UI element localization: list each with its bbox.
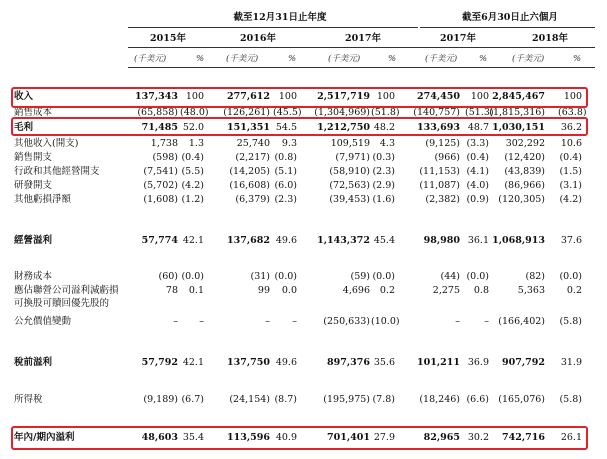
percent-cell: (1.2)	[181, 194, 204, 205]
highlight-gross-profit	[11, 117, 588, 136]
percent-cell: 40.9	[275, 432, 297, 443]
unit-amount-2018-h1: (千美元)	[512, 54, 545, 64]
amount-cell: 25,740	[236, 138, 270, 149]
amount-cell: (9,189)	[143, 394, 178, 405]
amount-cell	[114, 297, 178, 311]
unit-amount-2015: (千美元)	[134, 54, 167, 64]
percent-cell: (2.3)	[372, 166, 395, 177]
amount-cell: (86,966)	[504, 180, 545, 191]
percent-cell: (6.0)	[274, 180, 297, 191]
percent-cell: (51.3)	[465, 107, 494, 118]
percent-cell: (4.1)	[466, 166, 489, 177]
percent-cell: (1.6)	[372, 194, 395, 205]
percent-cell: 30.2	[467, 432, 489, 443]
percent-cell: 42.1	[182, 357, 204, 368]
amount-cell: 5,363	[517, 285, 545, 296]
amount-cell: (58,910)	[329, 166, 370, 177]
percent-cell: (0.0)	[466, 271, 489, 282]
table-row	[0, 151, 607, 165]
amount-cell: (18,246)	[419, 394, 460, 405]
percent-cell: (1.5)	[559, 166, 582, 177]
header-group-fiscal-year: 截至12月31日止年度	[233, 12, 327, 23]
amount-cell: (16,608)	[229, 180, 270, 191]
percent-cell: (0.3)	[372, 152, 395, 163]
header-group-fiscal-year-rule	[128, 27, 418, 28]
amount-cell: 48,603	[141, 432, 178, 443]
percent-cell: (6.7)	[181, 394, 204, 405]
percent-cell: –	[199, 316, 204, 327]
row-label: 稅前溢利	[14, 357, 53, 368]
amount-cell: –	[173, 316, 178, 327]
percent-cell: (7.8)	[372, 394, 395, 405]
percent-cell: 49.6	[275, 235, 297, 246]
amount-cell: (31)	[250, 271, 270, 282]
percent-cell: 48.7	[467, 122, 489, 133]
header-year-2015: 2015年	[150, 33, 186, 44]
amount-cell: (166,402)	[498, 316, 545, 327]
unit-rule	[128, 67, 595, 68]
amount-cell: (195,975)	[323, 394, 370, 405]
amount-cell: 113,596	[227, 432, 270, 443]
unit-amount-2016: (千美元)	[226, 54, 259, 64]
amount-cell	[198, 297, 270, 311]
percent-cell: (2.9)	[372, 180, 395, 191]
percent-cell: (3.1)	[559, 180, 582, 191]
percent-cell: (4.2)	[181, 180, 204, 191]
percent-cell: 27.9	[373, 432, 395, 443]
amount-cell: 742,716	[502, 432, 545, 443]
amount-cell: (165,076)	[498, 394, 545, 405]
percent-cell: (5.8)	[559, 316, 582, 327]
amount-cell: (39,453)	[329, 194, 370, 205]
percent-cell: (0.4)	[559, 152, 582, 163]
amount-cell: 78	[165, 285, 178, 296]
header-year-2018-h1: 2018年	[532, 33, 568, 44]
header-year-2017-fy: 2017年	[345, 33, 381, 44]
row-label: 其他收入(開支)	[14, 138, 79, 149]
percent-cell: (0.4)	[181, 152, 204, 163]
row-label: 經營溢利	[14, 235, 53, 246]
amount-cell: (120,305)	[498, 194, 545, 205]
percent-cell: 36.1	[467, 235, 489, 246]
amount-cell	[390, 297, 460, 311]
percent-cell	[558, 297, 582, 311]
row-label: 銷售成本	[14, 107, 53, 118]
amount-cell: (44)	[440, 271, 460, 282]
percent-cell: 1.3	[188, 138, 204, 149]
table-row	[0, 165, 607, 179]
header-year-2016: 2016年	[240, 33, 276, 44]
row-label: 所得稅	[14, 394, 43, 405]
row-label: 可換股可贖回優先股的	[14, 298, 110, 309]
percent-cell: (45.5)	[273, 107, 302, 118]
percent-cell: (5.8)	[559, 394, 582, 405]
amount-cell	[471, 297, 545, 311]
amount-cell: (72,563)	[329, 180, 370, 191]
percent-cell: 0.0	[281, 285, 297, 296]
amount-cell: (2,382)	[425, 194, 460, 205]
amount-cell: (126,261)	[223, 107, 270, 118]
percent-cell: 100	[185, 91, 204, 102]
amount-cell: (24,154)	[229, 394, 270, 405]
amount-cell: 2,275	[432, 285, 460, 296]
table-row	[0, 284, 607, 298]
amount-cell: (82)	[525, 271, 545, 282]
percent-cell: (4.2)	[559, 194, 582, 205]
percent-cell: (51.8)	[371, 107, 400, 118]
unit-pct-2017-h1: %	[479, 54, 488, 64]
amount-cell: 99	[257, 285, 270, 296]
table-row	[0, 297, 607, 311]
percent-cell: 10.6	[560, 138, 582, 149]
percent-cell: 4.3	[379, 138, 395, 149]
amount-cell: 151,351	[227, 122, 270, 133]
percent-cell: 54.5	[275, 122, 297, 133]
amount-cell: 71,485	[141, 122, 178, 133]
percent-cell: 48.2	[373, 122, 395, 133]
row-label: 應佔聯營公司溢利減虧損	[14, 285, 119, 296]
amount-cell: (966)	[434, 152, 460, 163]
amount-cell: 1,143,372	[317, 235, 370, 246]
percent-cell: 0.2	[566, 285, 582, 296]
percent-cell: 0.2	[379, 285, 395, 296]
percent-cell: 35.4	[182, 432, 204, 443]
amount-cell: (60)	[158, 271, 178, 282]
amount-cell: (11,087)	[419, 180, 460, 191]
amount-cell: 137,750	[227, 357, 270, 368]
percent-cell: –	[292, 316, 297, 327]
amount-cell: 1,068,913	[492, 235, 545, 246]
amount-cell: 133,693	[417, 122, 460, 133]
amount-cell: –	[265, 316, 270, 327]
percent-cell: (48.0)	[180, 107, 209, 118]
amount-cell: (1,304,969)	[314, 107, 370, 118]
amount-cell: 98,980	[423, 235, 460, 246]
amount-cell: 101,211	[417, 357, 460, 368]
amount-cell: (1,815,316)	[489, 107, 545, 118]
amount-cell: 1,212,750	[317, 122, 370, 133]
percent-cell: (0.0)	[372, 271, 395, 282]
amount-cell: 57,792	[141, 357, 178, 368]
amount-cell: (65,858)	[137, 107, 178, 118]
amount-cell: (9,125)	[425, 138, 460, 149]
amount-cell: (6,379)	[235, 194, 270, 205]
percent-cell: (0.0)	[559, 271, 582, 282]
amount-cell: 274,450	[417, 91, 460, 102]
table-row	[0, 234, 607, 248]
amount-cell: (140,757)	[413, 107, 460, 118]
percent-cell: (8.7)	[274, 394, 297, 405]
unit-amount-2017-fy: (千美元)	[328, 54, 361, 64]
percent-cell: 0.1	[188, 285, 204, 296]
percent-cell: (0.0)	[274, 271, 297, 282]
row-label: 財務成本	[14, 271, 53, 282]
amount-cell	[286, 297, 370, 311]
percent-cell: 100	[470, 91, 489, 102]
amount-cell: 1,030,151	[492, 122, 545, 133]
amount-cell: (2,217)	[235, 152, 270, 163]
amount-cell: 302,292	[505, 138, 545, 149]
amount-cell: 57,774	[141, 235, 178, 246]
percent-cell: 49.6	[275, 357, 297, 368]
percent-cell: 36.9	[467, 357, 489, 368]
amount-cell: 2,845,467	[492, 91, 545, 102]
row-label: 毛利	[14, 122, 34, 133]
table-row	[0, 193, 607, 207]
percent-cell: 9.3	[281, 138, 297, 149]
percent-cell: 52.0	[182, 122, 204, 133]
amount-cell: 2,517,719	[317, 91, 370, 102]
table-row	[0, 315, 607, 329]
row-label: 研發開支	[14, 180, 53, 191]
amount-cell: 277,612	[227, 91, 270, 102]
percent-cell: 42.1	[182, 235, 204, 246]
amount-cell: 907,792	[502, 357, 545, 368]
row-label: 收入	[14, 91, 34, 102]
amount-cell: (598)	[152, 152, 178, 163]
unit-pct-2016: %	[288, 54, 297, 64]
percent-cell: 36.2	[560, 122, 582, 133]
percent-cell: 100	[563, 91, 582, 102]
header-year-rule	[128, 47, 595, 48]
amount-cell: 82,965	[423, 432, 460, 443]
percent-cell: (3.3)	[466, 138, 489, 149]
row-label: 銷售開支	[14, 152, 53, 163]
amount-cell: (7,971)	[335, 152, 370, 163]
amount-cell: (7,541)	[143, 166, 178, 177]
amount-cell: (1,608)	[143, 194, 178, 205]
amount-cell: (5,702)	[143, 180, 178, 191]
percent-cell: (5.1)	[274, 166, 297, 177]
amount-cell: (11,153)	[419, 166, 460, 177]
unit-pct-2015: %	[196, 54, 205, 64]
highlight-net-profit	[11, 426, 588, 450]
table-row	[0, 356, 607, 370]
percent-cell: (6.6)	[466, 394, 489, 405]
percent-cell: 100	[376, 91, 395, 102]
percent-cell: (63.8)	[558, 107, 587, 118]
amount-cell: (59)	[350, 271, 370, 282]
percent-cell: 0.8	[473, 285, 489, 296]
percent-cell: (0.9)	[466, 194, 489, 205]
amount-cell: 137,682	[227, 235, 270, 246]
highlight-revenue	[11, 87, 588, 108]
amount-cell: 4,696	[342, 285, 370, 296]
percent-cell: (0.0)	[181, 271, 204, 282]
percent-cell: (0.4)	[466, 152, 489, 163]
amount-cell: 109,519	[330, 138, 370, 149]
percent-cell: (0.8)	[274, 152, 297, 163]
percent-cell: 37.6	[560, 235, 582, 246]
percent-cell: 26.1	[560, 432, 582, 443]
amount-cell: 137,343	[135, 91, 178, 102]
amount-cell: (43,839)	[504, 166, 545, 177]
percent-cell: (4.0)	[466, 180, 489, 191]
amount-cell: (14,205)	[229, 166, 270, 177]
row-label: 其他虧損淨額	[14, 194, 72, 205]
row-label: 年內/期內溢利	[14, 432, 75, 443]
percent-cell: (10.0)	[371, 316, 400, 327]
amount-cell: 701,401	[327, 432, 370, 443]
percent-cell: 100	[278, 91, 297, 102]
header-group-half-year-rule	[420, 27, 595, 28]
table-row	[0, 393, 607, 407]
percent-cell: –	[484, 316, 489, 327]
amount-cell: (12,420)	[504, 152, 545, 163]
percent-cell: 31.9	[560, 357, 582, 368]
percent-cell: (2.3)	[274, 194, 297, 205]
unit-pct-2017-fy: %	[388, 54, 397, 64]
amount-cell: (250,633)	[323, 316, 370, 327]
header-year-2017-h1: 2017年	[440, 33, 476, 44]
header-group-half-year: 截至6月30日止六個月	[462, 12, 558, 23]
row-label: 行政和其他經營開支	[14, 166, 100, 177]
percent-cell: 45.4	[373, 235, 395, 246]
row-label: 公允價值變動	[14, 316, 72, 327]
amount-cell: –	[455, 316, 460, 327]
unit-pct-2018-h1: %	[573, 54, 582, 64]
table-row	[0, 179, 607, 193]
table-row	[0, 270, 607, 284]
table-row	[0, 137, 607, 151]
amount-cell: 897,376	[327, 357, 370, 368]
percent-cell: 35.6	[373, 357, 395, 368]
percent-cell: (5.5)	[181, 166, 204, 177]
amount-cell: 1,738	[150, 138, 178, 149]
unit-amount-2017-h1: (千美元)	[425, 54, 458, 64]
